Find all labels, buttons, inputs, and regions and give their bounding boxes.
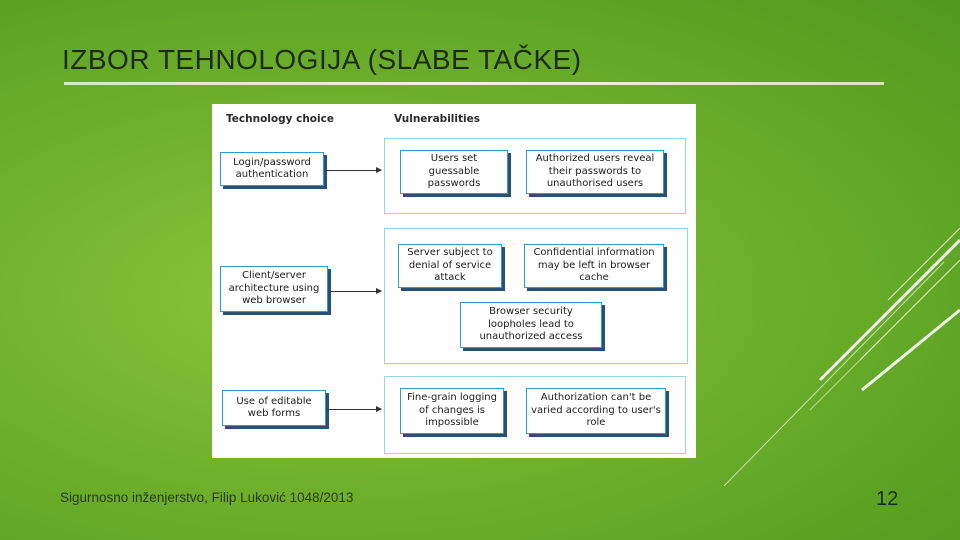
vulnerability-box: Server subject to denial of service attack [398,244,502,288]
arrow [325,170,381,171]
vulnerability-diagram [212,104,696,458]
deco-line [810,340,880,410]
deco-line [820,240,960,380]
vulnerability-box: Users set guessable passwords [400,150,508,194]
technology-box: Login/password authentication [220,152,324,186]
vulnerability-box: Fine-grain logging of changes is impossible [400,388,504,434]
title-underline [64,82,884,85]
footer-text: Sigurnosno inženjerstvo, Filip Luković 1048/2013 [60,490,354,505]
deco-line [724,262,944,486]
slide-title: IZBOR TEHNOLOGIJA (SLABE TAČKE) [62,44,582,75]
deco-line [888,228,960,300]
arrow [327,409,381,410]
vulnerability-box: Browser security loopholes lead to unauthorized access [460,302,602,348]
vulnerability-box: Authorized users reveal their passwords to unauthorised users [526,150,664,194]
technology-box: Client/server architecture using web browser [220,266,328,312]
vulnerability-box: Confidential information may be left in browser cache [524,244,664,288]
arrow [329,291,381,292]
technology-box: Use of editable web forms [222,390,326,426]
vulnerabilities-column-header: Vulnerabilities [394,113,480,125]
technology-column-header: Technology choice [226,113,334,125]
vulnerability-box: Authorization can't be varied according to user's role [526,388,666,434]
page-number: 12 [876,488,899,510]
